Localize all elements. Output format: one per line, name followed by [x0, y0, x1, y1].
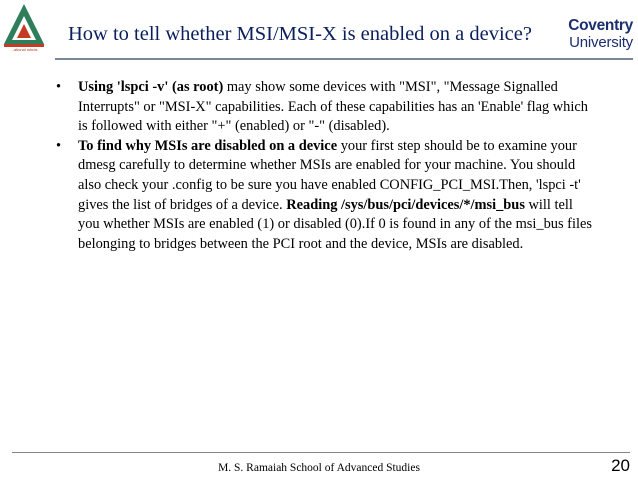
page-number: 20 — [611, 456, 630, 475]
bullet-symbol: • — [56, 137, 62, 154]
bullet-plain-text: will tell you whether MSIs are enabled (1) or disabled (0).If 0 is found in any of the msi_bus files belonging to bridges between the PCI root and the device, MSIs are disabled. — [78, 196, 592, 252]
bullet-item — [56, 78, 596, 137]
slide-title: How to tell whether MSI/MSI-X is enabled on a device? — [68, 23, 532, 45]
bullet-bold-text: Using 'lspci -v' (as root) — [78, 79, 224, 95]
bullet-plain-text: may show some devices with "MSI", "Message Signalled Interrupts" or "MSI-X" capabilities. Each of these capabilities has an 'Enable' flag which is followed with either "+" (enabled) or "-" (disabled). — [78, 79, 588, 135]
bullet-plain-text: your first step should be to examine your dmesg carefully to determine whether MSIs are enabled for your machine. You should also check your .config to be sure you have enabled CONFIG_PCI_MSI.Then, 'lspci -t' gives the list of bridges of a device. — [78, 137, 581, 213]
bullet-bold-text: Reading /sys/bus/pci/devices/*/msi_bus — [286, 196, 525, 213]
top-divider — [55, 58, 633, 60]
bullet-bold-text: To find why MSIs are disabled on a device — [78, 137, 338, 154]
logo-word-university: University — [569, 34, 633, 51]
bullet-text — [78, 79, 588, 134]
bullet-text — [78, 138, 592, 252]
coventry-university-logo-icon — [563, 8, 633, 54]
logo-word-coventry: Coventry — [568, 17, 633, 34]
logo-tagline: ...ational minds — [10, 47, 38, 52]
bullet-list — [56, 78, 596, 254]
bullet-symbol: • — [56, 79, 62, 95]
bullet-item — [56, 137, 596, 255]
slide-footer: M. S. Ramaiah School of Advanced Studies — [218, 462, 420, 474]
bottom-divider — [12, 452, 630, 453]
